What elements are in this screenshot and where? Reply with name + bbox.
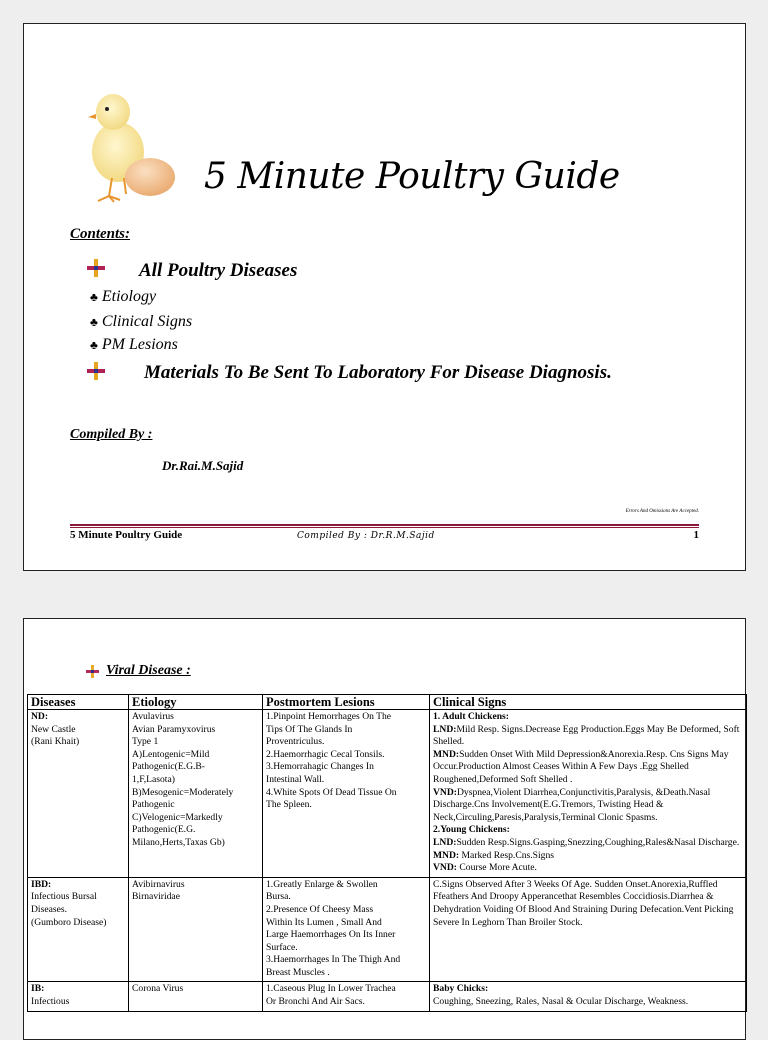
chick-with-egg-image <box>76 74 186 204</box>
disease-cell: IBD: Infectious Bursal Diseases. (Gumboro Disease) <box>28 877 129 982</box>
lesions-cell: 1.Caseous Plug In Lower Trachea Or Bronchi And Air Sacs. <box>263 982 430 1011</box>
page-number: 1 <box>693 529 699 541</box>
etiology-cell: Corona Virus <box>129 982 263 1011</box>
table-row <box>28 710 747 878</box>
column-header-diseases: Diseases <box>28 695 129 710</box>
disease-cell: IB: Infectious <box>28 982 129 1011</box>
cross-bullet-icon <box>87 259 105 277</box>
contents-subitem-clinical-signs: ♣ Clinical Signs <box>90 313 193 330</box>
errors-note: Errors And Omissions Are Accepted. <box>625 509 699 514</box>
etiology-cell: Avibirnavirus Birnaviridae <box>129 877 263 982</box>
column-header-postmortem: Postmortem Lesions <box>263 695 430 710</box>
lesions-cell: 1.Pinpoint Hemorrhages On The Tips Of The Glands In Proventriculus. 2.Haemorrhagic Cecal Tonsils. 3.Hemorrahagic Changes In Intestinal Wall. 4.White Spots Of Dead Tissue On The Spleen. <box>263 710 430 878</box>
disease-table <box>27 694 747 1012</box>
clinical-signs-cell: 1. Adult Chickens: LND:Mild Resp. Signs.Decrease Egg Production.Eggs May Be Deformed, Soft Shelled. MND:Sudden Onset With Mild Depression&Anorexia.Resp. Cns Signs May Occur.Production Almost Ceases Within A Few Days .Egg Shelled Roughened,Deformed Soft Shelled . VND:Dyspnea,Violent Diarrhea,Conjunctivitis,Paralysis, &Death.Nasal Discharge.Cns Involvement(E.G.Tremors, Twisting Head & Neck,Circuling,Paresis,Paralysis,Terminal Clonic Spasms. 2.Young Chickens: LND:Sudden Resp.Signs.Gasping,Snezzing,Coughing,Rales&Nasal Discharge. MND: Marked Resp.Cns.Signs VND: Course More Acute. <box>430 710 747 878</box>
table-row <box>28 877 747 982</box>
footer-rule <box>70 524 699 526</box>
disease-cell: ND: New Castle (Rani Khait) <box>28 710 129 878</box>
lesions-cell: 1.Greatly Enlarge & Swollen Bursa. 2.Presence Of Cheesy Mass Within Its Lumen , Small And Large Haemorrhages On Its Inner Surface. 3.Haemorrhages In The Thigh And Breast Muscles . <box>263 877 430 982</box>
cover-page <box>23 23 746 571</box>
contents-heading: Contents: <box>70 226 131 242</box>
compiled-by-label: Compiled By : <box>70 427 153 442</box>
footer-title: 5 Minute Poultry Guide <box>70 529 183 541</box>
cross-bullet-icon <box>87 362 105 380</box>
column-header-clinical-signs: Clinical Signs <box>430 695 747 710</box>
footer-compiled-by: Compiled By : Dr.R.M.Sajid <box>297 531 435 541</box>
footer-rule <box>70 527 699 528</box>
contents-item-materials: Materials To Be Sent To Laboratory For Disease Diagnosis. <box>144 362 612 383</box>
contents-subitem-etiology: ♣ Etiology <box>90 288 157 305</box>
disease-table-page <box>23 618 746 1040</box>
section-heading: Viral Disease : <box>106 663 191 678</box>
table-row <box>28 982 747 1011</box>
author-name: Dr.Rai.M.Sajid <box>162 458 244 473</box>
page-title: 5 Minute Poultry Guide <box>204 156 620 197</box>
clinical-signs-cell: Baby Chicks: Coughing, Sneezing, Rales, Nasal & Ocular Discharge, Weakness. <box>430 982 747 1011</box>
clinical-signs-cell: C.Signs Observed After 3 Weeks Of Age. Sudden Onset.Anorexia,Ruffled Ffeathers And Droopy Apperancethat Resembles Coccidiosis.Diarrhea & Dehydration Voiding Of Blood And Straining During Defecation.Vent Picking Severe In Leghorn Than Broiler Stock. <box>430 877 747 982</box>
contents-item-all-diseases: All Poultry Diseases <box>139 260 298 281</box>
contents-subitem-pm-lesions: ♣ PM Lesions <box>90 336 178 353</box>
etiology-cell: Avulavirus Avian Paramyxovirus Type 1 A)Lentogenic=Mild Pathogenic(E.G.B- 1,F,Lasota) B)Mesogenic=Moderately Pathogenic C)Velogenic=Markedly Pathogenic(E.G. Milano,Herts,Taxas Gb) <box>129 710 263 878</box>
table-header-row <box>28 695 747 710</box>
column-header-etiology: Etiology <box>129 695 263 710</box>
